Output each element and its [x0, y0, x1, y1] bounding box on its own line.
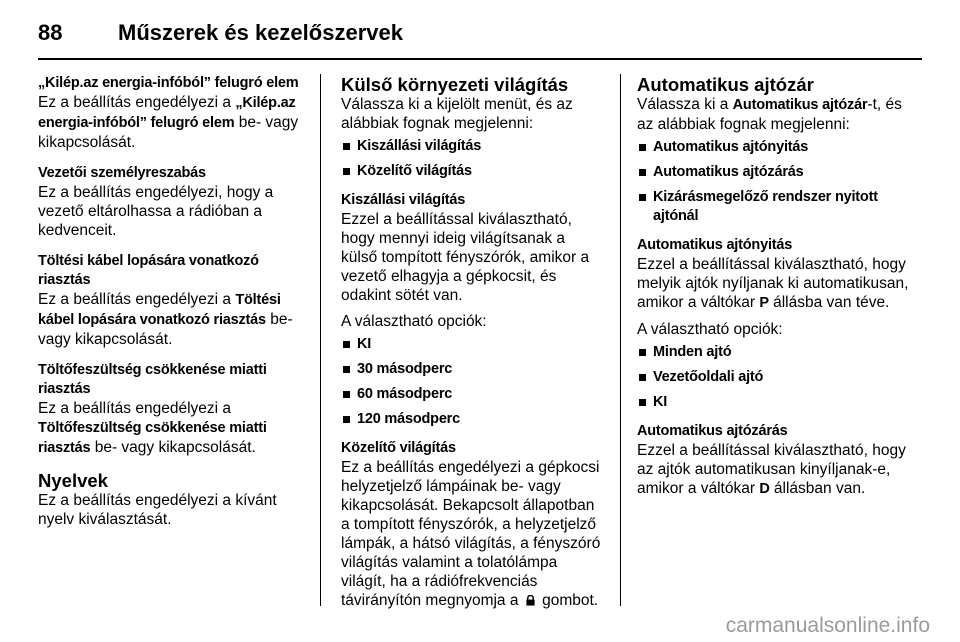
- text-run: Válassza ki a: [637, 96, 733, 113]
- section-heading: Automatikus ajtónyitás: [637, 237, 793, 253]
- section-cable-theft-alarm: [38, 252, 304, 349]
- list-item: Automatikus ajtónyitás: [637, 138, 921, 157]
- list-item: Kiszállási világítás: [341, 137, 605, 156]
- column-right: [637, 74, 921, 499]
- intro-text: [637, 95, 921, 134]
- header-rule: [38, 58, 922, 60]
- section-heading: „Kilép.az energia-infóból” felugró elem: [38, 75, 299, 91]
- text-run: Ez a beállítás engedélyezi a: [38, 94, 236, 111]
- text-run: be- vagy kikapcsolását.: [38, 311, 293, 348]
- bold-run: P: [759, 295, 769, 311]
- bold-run: D: [759, 481, 770, 497]
- bold-run: Automatikus ajtózár: [732, 97, 868, 113]
- section-heading: Vezetői személyreszabás: [38, 165, 206, 181]
- text-run: Ez a beállítás engedélyezi a gépkocsi helyzetjelző lámpáinak be- vagy kikapcsolását. Bekapcsolt állapotban a tompított fényszórók, a helyzetjelző lámpák, a hátsó világítás, a fényszóró világítás valamint a tolatólámpa világít, ha a rádiófrekvenciás távirányítón megnyomja a: [341, 459, 601, 609]
- list-item: Vezetőoldali ajtó: [637, 368, 921, 387]
- text-run: be- vagy kikapcsolását.: [38, 114, 299, 151]
- page-header: [38, 18, 922, 58]
- section-heading: Töltőfeszültség csökkenése miatti riasztás: [38, 362, 267, 397]
- text-run: Ez a beállítás engedélyezi a: [38, 400, 232, 417]
- list-item: Minden ajtó: [637, 343, 921, 362]
- section-voltage-drop-alarm: [38, 361, 304, 458]
- section-text: Ez a beállítás engedélyezi, hogy a vezető eltárolhassa a rádióban a kedvenceit.: [38, 184, 274, 239]
- text-run: állásban van.: [769, 480, 866, 497]
- options-label: A választható opciók:: [341, 313, 487, 330]
- list-item: 60 másodperc: [341, 385, 605, 404]
- section-text: Ez a beállítás engedélyezi a kívánt nyelv kiválasztását.: [38, 492, 277, 528]
- bold-run: „Kilép.az energia-infóból” felugró elem: [38, 95, 296, 131]
- text-run: be- vagy kikapcsolását.: [90, 439, 256, 456]
- text-run: Ezzel a beállítással kiválasztható, hogy az ajtók automatikusan kinyíljanak-e, amikor a váltókar: [637, 442, 906, 497]
- list-item: Kizárásmegelőző rendszer nyitott ajtónál: [637, 188, 921, 226]
- text-run: Ezzel a beállítással kiválasztható, hogy melyik ajtók nyíljanak ki automatikusan, amikor a váltókar: [637, 256, 909, 311]
- section-text: [637, 255, 921, 313]
- column-divider: [620, 74, 621, 606]
- list-item: KI: [341, 335, 605, 354]
- section-heading: Külső környezeti világítás: [341, 74, 569, 95]
- section-text: [637, 441, 921, 499]
- section-heading: Nyelvek: [38, 470, 108, 491]
- text-run: állásba van téve.: [768, 294, 890, 311]
- section-exit-energy-popup: [38, 74, 304, 152]
- section-heading: Automatikus ajtózár: [637, 74, 814, 95]
- section-heading: Kiszállási világítás: [341, 192, 466, 208]
- menu-list: [341, 137, 605, 181]
- section-heading: Töltési kábel lopására vonatkozó riasztás: [38, 253, 259, 288]
- bold-run: Töltőfeszültség csökkenése miatti riasztás: [38, 420, 267, 456]
- section-text: [341, 458, 605, 610]
- bold-run: Töltési kábel lopására vonatkozó riasztás: [38, 292, 281, 328]
- column-left: [38, 74, 304, 541]
- list-item: Automatikus ajtózárás: [637, 163, 921, 182]
- section-text: Ezzel a beállítással kiválasztható, hogy mennyi ideig világítsanak a külső tompított fényszórók, amikor a vezető elhagyja a gépkocsit, és odakint sötét van.: [341, 211, 590, 304]
- lock-icon: [525, 595, 536, 606]
- list-item: Közelítő világítás: [341, 162, 605, 181]
- watermark: carmanualsonline.info: [725, 614, 930, 637]
- section-text: [38, 290, 304, 349]
- section-heading: Közelítő világítás: [341, 440, 456, 456]
- options-list: [637, 343, 921, 412]
- list-item: KI: [637, 393, 921, 412]
- options-label: A választható opciók:: [637, 321, 783, 338]
- intro-text: Válassza ki a kijelölt menüt, és az alábbiak fognak megjelenni:: [341, 96, 573, 132]
- page-title: Műszerek és kezelőszervek: [118, 20, 403, 45]
- column-divider: [320, 74, 321, 606]
- page-number: 88: [38, 20, 63, 45]
- text-run: -t, és az alábbiak fognak megjelenni:: [637, 96, 902, 133]
- options-list: [341, 335, 605, 429]
- list-item: 30 másodperc: [341, 360, 605, 379]
- section-heading: Automatikus ajtózárás: [637, 423, 788, 439]
- section-text: [38, 93, 304, 152]
- column-middle: [341, 74, 605, 610]
- section-languages: [38, 470, 304, 529]
- list-item: 120 másodperc: [341, 410, 605, 429]
- section-text: [38, 399, 304, 458]
- text-run: gombot.: [537, 592, 599, 609]
- text-run: Ez a beállítás engedélyezi a: [38, 291, 236, 308]
- section-driver-personalization: [38, 164, 304, 240]
- menu-list: [637, 138, 921, 226]
